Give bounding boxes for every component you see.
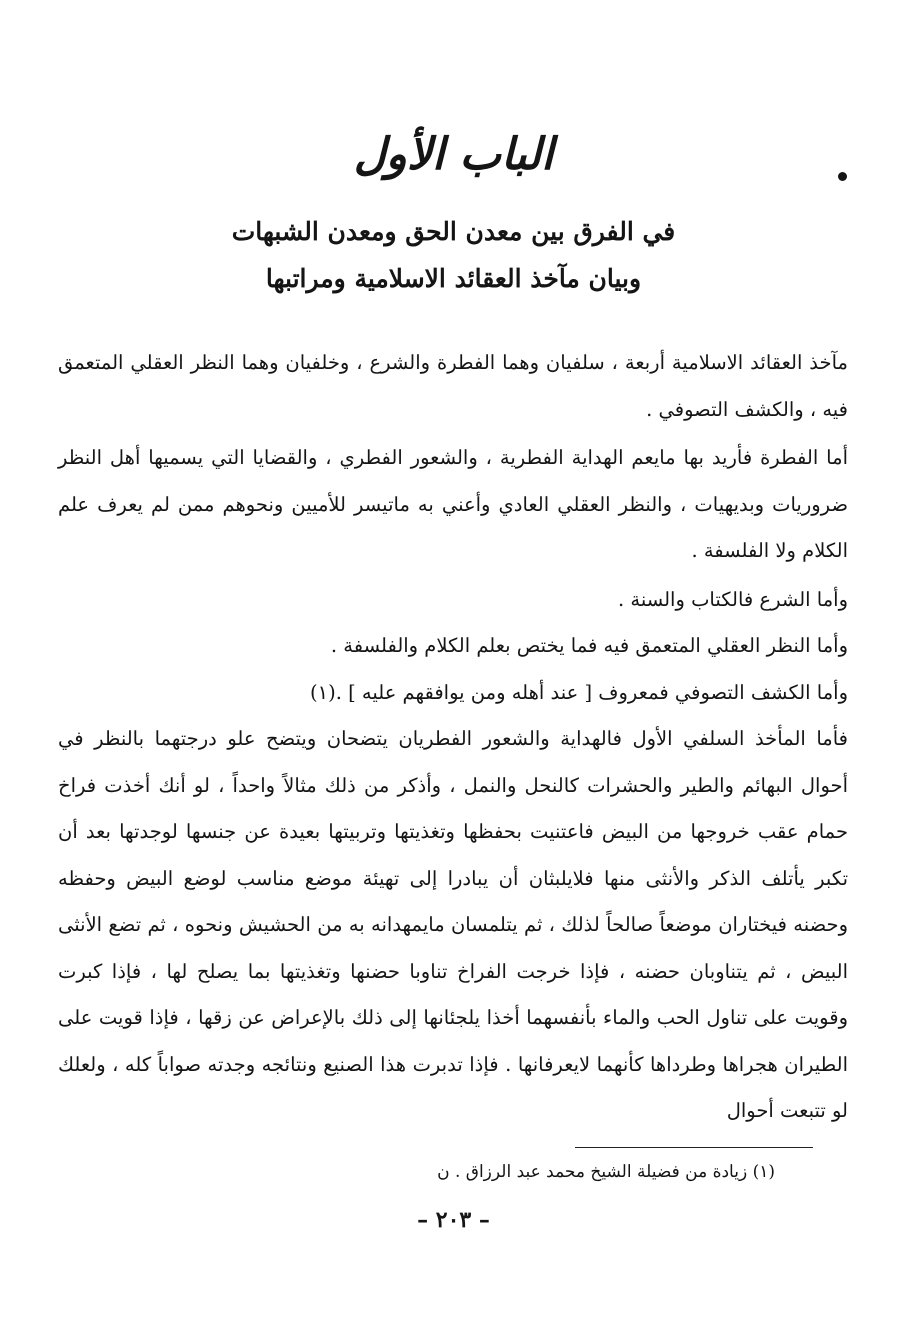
paragraph-nazar: وأما النظر العقلي المتعمق فيه فما يختص بعلم الكلام والفلسفة . (330, 634, 848, 657)
footnote-divider (575, 1147, 813, 1148)
paragraph-kashf: وأما الكشف التصوفي فمعروف [ عند أهله ومن يوافقهم عليه ] .(١) (310, 680, 848, 704)
paragraph-shar: وأما الشرع فالكتاب والسنة . (617, 587, 848, 611)
chapter-subtitle-line-1: في الفرق بين معدن الحق ومعدن الشبهات (231, 217, 676, 246)
paragraph-sources: مآخذ العقائد الاسلامية أربعة ، سلفيان وهما الفطرة والشرع ، وخلفيان وهما النظر العقلي المتعمق فيه ، والكشف التصوفي . (58, 351, 848, 421)
chapter-title: الباب الأول (353, 129, 554, 180)
chapter-subtitle-line-2: وبيان مآخذ العقائد الاسلامية ومراتبها (265, 264, 642, 293)
body-text (58, 340, 848, 1135)
margin-dot (838, 172, 847, 181)
footnote: (١) زيادة من فضيلة الشيخ محمد عبد الرزاق . ن (437, 1162, 775, 1182)
paragraph-fitra: أما الفطرة فأريد بها مايعم الهداية الفطرية ، والشعور الفطري ، والقضايا التي يسميها أهل النظر ضروريات وبديهيات ، والنظر العقلي العادي وأعني به ماتيسر للأميين ونحوهم ممن لم يعرف علم الكلام ولا الفلسفة . (58, 446, 848, 562)
paragraph-first-source: فأما المأخذ السلفي الأول فالهداية والشعور الفطريان يتضحان ويتضح علو درجتهما بالنظر في أحوال البهائم والطير والحشرات كالنحل والنمل ، وأذكر من ذلك مثالاً واحداً ، لو أنك أخذت فراخ حمام عقب خروجها من البيض فاعتنيت بحفظها وتغذيتها وتربيتها بعيدة عن جنسها لوجدتها بعد أن تكبر يأتلف الذكر والأنثى منها فلايلبثان أن يبادرا إلى تهيئة موضع مناسب لوضع البيض وحفظه وحضنه فيختاران موضعاً صالحاً لذلك ، ثم يتلمسان مايمهدانه به من الحشيش ونحوه ، ثم تضع الأنثى البيض ، ثم يتناوبان حضنه ، فإذا خرجت الفراخ تناوبا حضنها وتغذيتها بما يصلح لها ، فإذا كبرت وقويت على تناول الحب والماء بأنفسهما أخذا يلجئانها إلى ذلك بالإعراض عن زقها ، فإذا قويت على الطيران هجراها وطرداها كأنهما لايعرفانها . فإذا تدبرت هذا الصنيع ونتائجه وجدته صواباً كله ، ولعلك لو تتبعت أحوال (58, 727, 848, 1122)
page-number: – ٢٠٣ – (417, 1207, 490, 1233)
